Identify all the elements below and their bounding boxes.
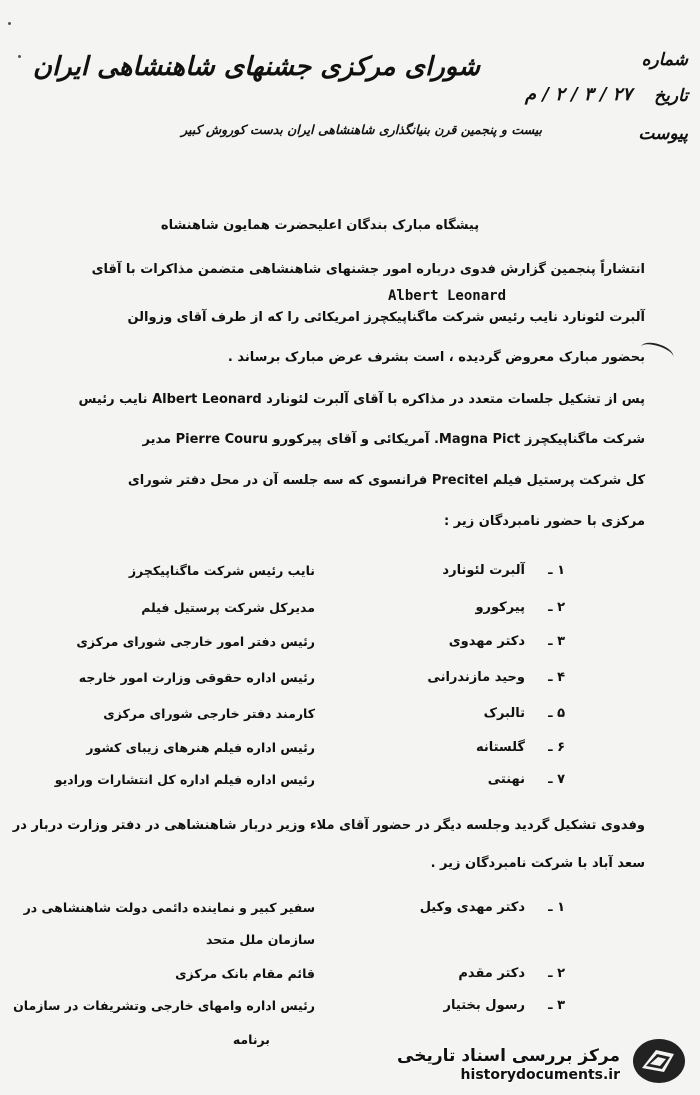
intro-latin-name: Albert Leonard xyxy=(388,288,507,304)
speck xyxy=(8,22,11,25)
number-label: شماره xyxy=(641,50,688,70)
date-label: تاریخ xyxy=(654,86,688,106)
watermark-url: historydocuments.ir xyxy=(460,1067,620,1083)
list-item-number: ۴ ـ xyxy=(548,670,565,685)
intro-line-3: بحضور مبارک معروض گردیده ، است بشرف عرض مبارک برساند . xyxy=(227,350,645,365)
list-item-number: ۷ ـ xyxy=(548,772,565,787)
list-item-title-cont: برنامه xyxy=(232,1032,270,1047)
second-para-line-1: وفدوی تشکیل گردید وجلسه دیگر در حضور آقای ملاء وزیر دربار شاهنشاهی در دفتر وزارت دربار در xyxy=(12,818,645,833)
list-item-number: ۵ ـ xyxy=(548,706,565,721)
list-item-number: ۶ ـ xyxy=(548,740,565,755)
list-item-title: کارمند دفتر خارجی شورای مرکزی xyxy=(103,706,315,721)
list-item-number: ۱ ـ xyxy=(548,563,565,578)
list-item-title: قائم مقام بانک مرکزی xyxy=(175,966,315,981)
intro-line-2: آلبرت لئونارد نایب رئیس شرکت ماگناپیکچرز امریکائی را که از طرف آقای وزوالن xyxy=(127,310,645,325)
watermark-text: مرکز بررسی اسناد تاریخی xyxy=(397,1046,620,1066)
list-item-name: دکتر مهدوی xyxy=(448,634,525,649)
list-item-title: سفیر کبیر و نماینده دائمی دولت شاهنشاهی در xyxy=(23,900,315,915)
body-line-1: پس از تشکیل جلسات متعدد در مذاکره با آقای آلبرت لئونارد Albert Leonard نایب رئیس xyxy=(78,392,645,407)
list-item-number: ۲ ـ xyxy=(548,600,565,615)
list-item-name: دکتر مقدم xyxy=(458,966,525,981)
list-item-name: دکتر مهدی وکیل xyxy=(419,900,525,915)
speck xyxy=(18,55,21,58)
list-item-name: تالبرک xyxy=(483,706,525,721)
list-item-title: رئیس اداره فیلم هنرهای زیبای کشور xyxy=(86,740,315,755)
body-line-4: مرکزی با حضور نامبردگان زیر : xyxy=(444,514,645,529)
intro-line-1: انتشاراً پنجمین گزارش فدوی درباره امور جشنهای شاهنشاهی متضمن مذاکرات با آقای xyxy=(91,262,645,277)
second-para-line-2: سعد آباد با شرکت نامبردگان زیر . xyxy=(430,856,645,871)
organization-subtitle: بیست و پنجمین قرن بنیانگذاری شاهنشاهی ایران بدست کوروش کبیر xyxy=(181,122,542,137)
watermark-logo-icon xyxy=(630,1036,688,1086)
list-item-title: رئیس دفتر امور خارجی شورای مرکزی xyxy=(76,634,315,649)
list-item-number: ۱ ـ xyxy=(548,900,565,915)
list-item-title: رئیس اداره وامهای خارجی وتشریفات در سازمان xyxy=(13,998,315,1013)
list-item-title-cont: سازمان ملل متحد xyxy=(205,932,315,947)
list-item-name: گلستانه xyxy=(475,740,525,755)
list-item-number: ۲ ـ xyxy=(548,966,565,981)
list-item-number: ۳ ـ xyxy=(548,998,565,1013)
attachment-label: پیوست xyxy=(638,124,688,144)
body-line-2: شرکت ماگناپیکچرز Magna Pict. آمریکائی و آقای پیرکورو Pierre Couru مدیر xyxy=(142,432,645,447)
list-item-number: ۳ ـ xyxy=(548,634,565,649)
body-line-3: کل شرکت پرستیل فیلم Precitel فرانسوی که سه جلسه آن در محل دفتر شورای xyxy=(127,473,645,488)
list-item-name: نهنتی xyxy=(487,772,525,787)
list-item-title: رئیس اداره حقوقی وزارت امور خارجه xyxy=(78,670,315,685)
list-item-name: رسول بختیار xyxy=(443,998,525,1013)
list-item-title: نایب رئیس شرکت ماگناپیکچرز xyxy=(128,563,315,578)
organization-title: شورای مرکزی جشنهای شاهنشاهی ایران xyxy=(32,52,480,82)
list-item-title: مدیرکل شرکت پرستیل فیلم xyxy=(141,600,315,615)
salutation: پیشگاه مبارک بندگان اعلیحضرت همایون شاهنشاه xyxy=(160,218,480,233)
list-item-name: پیرکورو xyxy=(475,600,525,615)
list-item-name: آلبرت لئونارد xyxy=(442,563,525,578)
date-value: ۲۷ / ۳ / ۲ / م xyxy=(524,84,632,105)
list-item-title: رئیس اداره فیلم اداره کل انتشارات ورادیو xyxy=(54,772,315,787)
list-item-name: وحید مازندرانی xyxy=(427,670,525,685)
